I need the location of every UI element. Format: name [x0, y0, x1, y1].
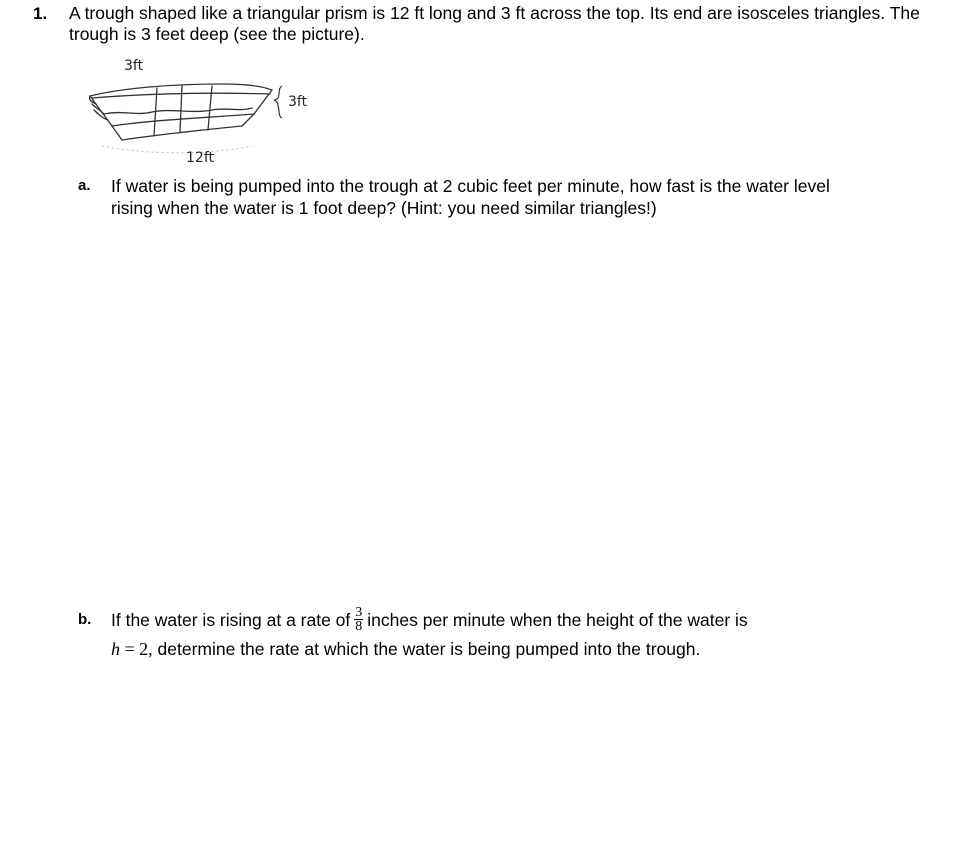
- trough-back-end: [242, 90, 272, 126]
- trough-bottom-edge: [122, 126, 242, 140]
- problem-number: 1.: [33, 4, 48, 23]
- water-line: [104, 108, 252, 114]
- label-top-width: 3ft: [124, 58, 144, 74]
- label-depth: 3ft: [288, 94, 308, 110]
- variable-h: h: [111, 639, 120, 659]
- trough-drawing: [82, 54, 332, 174]
- part-b-question: [111, 606, 871, 664]
- trough-sketch: [82, 54, 332, 174]
- fraction-denominator: 8: [355, 618, 363, 634]
- part-b-label: b.: [78, 611, 92, 628]
- part-a-label: a.: [78, 177, 91, 194]
- equals-two: = 2,: [120, 639, 153, 659]
- fraction-three-eighths: [354, 606, 363, 633]
- part-b-text-before: If the water is rising at a rate of: [111, 610, 351, 630]
- fraction-numerator: 3: [355, 604, 363, 620]
- depth-brace: [274, 86, 282, 118]
- part-b-text-end: determine the rate at which the water is being pumped into the trough.: [152, 639, 701, 659]
- part-a-question: If water is being pumped into the trough at 2 cubic feet per minute, how fast is the water level rising when the water is 1 foot deep? (Hint: you need similar triangles!): [111, 176, 830, 218]
- label-length: 12ft: [186, 150, 214, 166]
- problem-statement: A trough shaped like a triangular prism is 12 ft long and 3 ft across the top. Its end are isosceles triangles. The trough is 3 feet deep (see the picture).: [69, 3, 920, 44]
- trough-front-end: [90, 96, 122, 140]
- part-b-text-after: inches per minute when the height of the water is: [367, 610, 748, 630]
